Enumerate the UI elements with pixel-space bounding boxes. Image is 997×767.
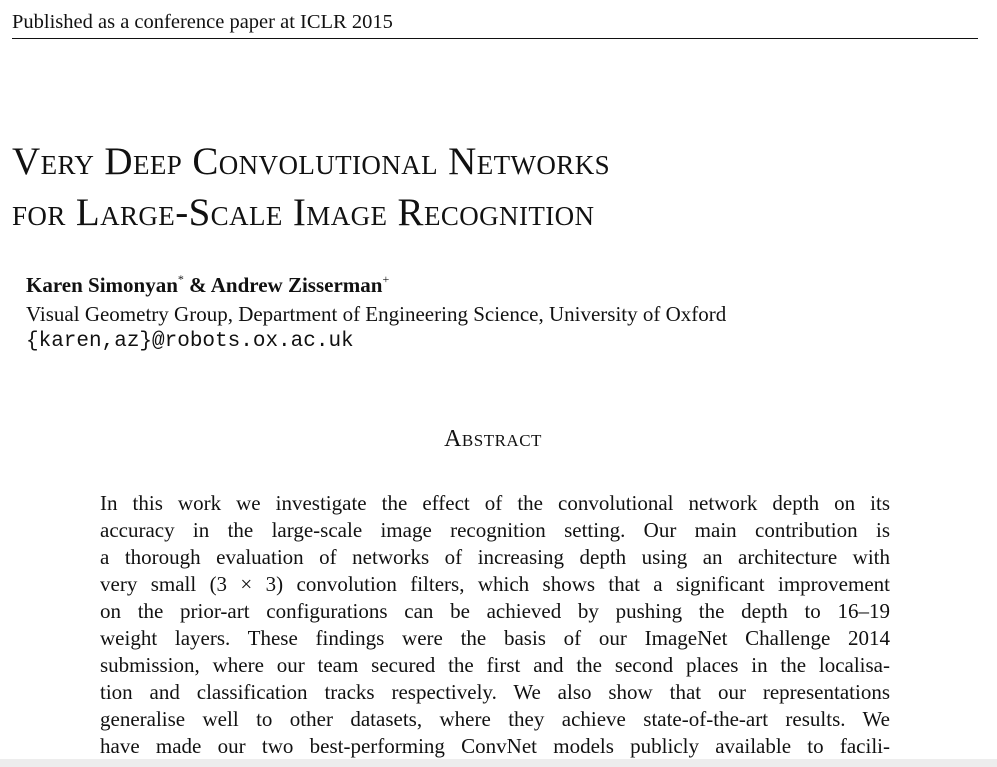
abstract-line: In this work we investigate the effect of the convolutional network depth on its — [100, 491, 890, 515]
paper-title — [12, 136, 610, 238]
author-list — [26, 272, 389, 298]
author-separator: & — [183, 273, 211, 297]
author-footnote-mark: + — [382, 272, 390, 286]
abstract-line: accuracy in the large-scale image recognition setting. Our main contribution is — [100, 518, 890, 542]
abstract-line: have made our two best-performing ConvNet models publicly available to facili- — [100, 734, 890, 758]
abstract-heading: Abstract — [444, 426, 542, 452]
author-footnote-mark: * — [177, 272, 184, 286]
paper-title-line-2: for Large-Scale Image Recognition — [12, 191, 595, 234]
abstract-line: a thorough evaluation of networks of increasing depth using an architecture with — [100, 545, 890, 569]
paper-title-line-1: Very Deep Convolutional Networks — [12, 140, 611, 183]
author-name: Andrew Zisserman — [210, 273, 383, 297]
abstract-line: submission, where our team secured the first and the second places in the localisa- — [100, 653, 890, 677]
author-name: Karen Simonyan — [26, 273, 178, 297]
running-header — [12, 9, 978, 39]
abstract-line: tion and classification tracks respectively. We also show that our representations — [100, 680, 890, 704]
affiliation: Visual Geometry Group, Department of Engineering Science, University of Oxford — [26, 302, 727, 326]
abstract-line: very small (3 × 3) convolution filters, which shows that a significant improvement — [100, 572, 890, 596]
abstract-line: generalise well to other datasets, where they achieve state-of-the-art results. We — [100, 707, 890, 731]
running-header-text: Published as a conference paper at ICLR 2015 — [12, 11, 393, 33]
abstract-body — [100, 490, 890, 760]
abstract-line: on the prior-art configurations can be achieved by pushing the depth to 16–19 — [100, 599, 890, 623]
author-email: {karen,az}@robots.ox.ac.uk — [26, 330, 354, 353]
page-bottom-edge — [0, 759, 997, 767]
abstract-line: weight layers. These findings were the basis of our ImageNet Challenge 2014 — [100, 626, 890, 650]
